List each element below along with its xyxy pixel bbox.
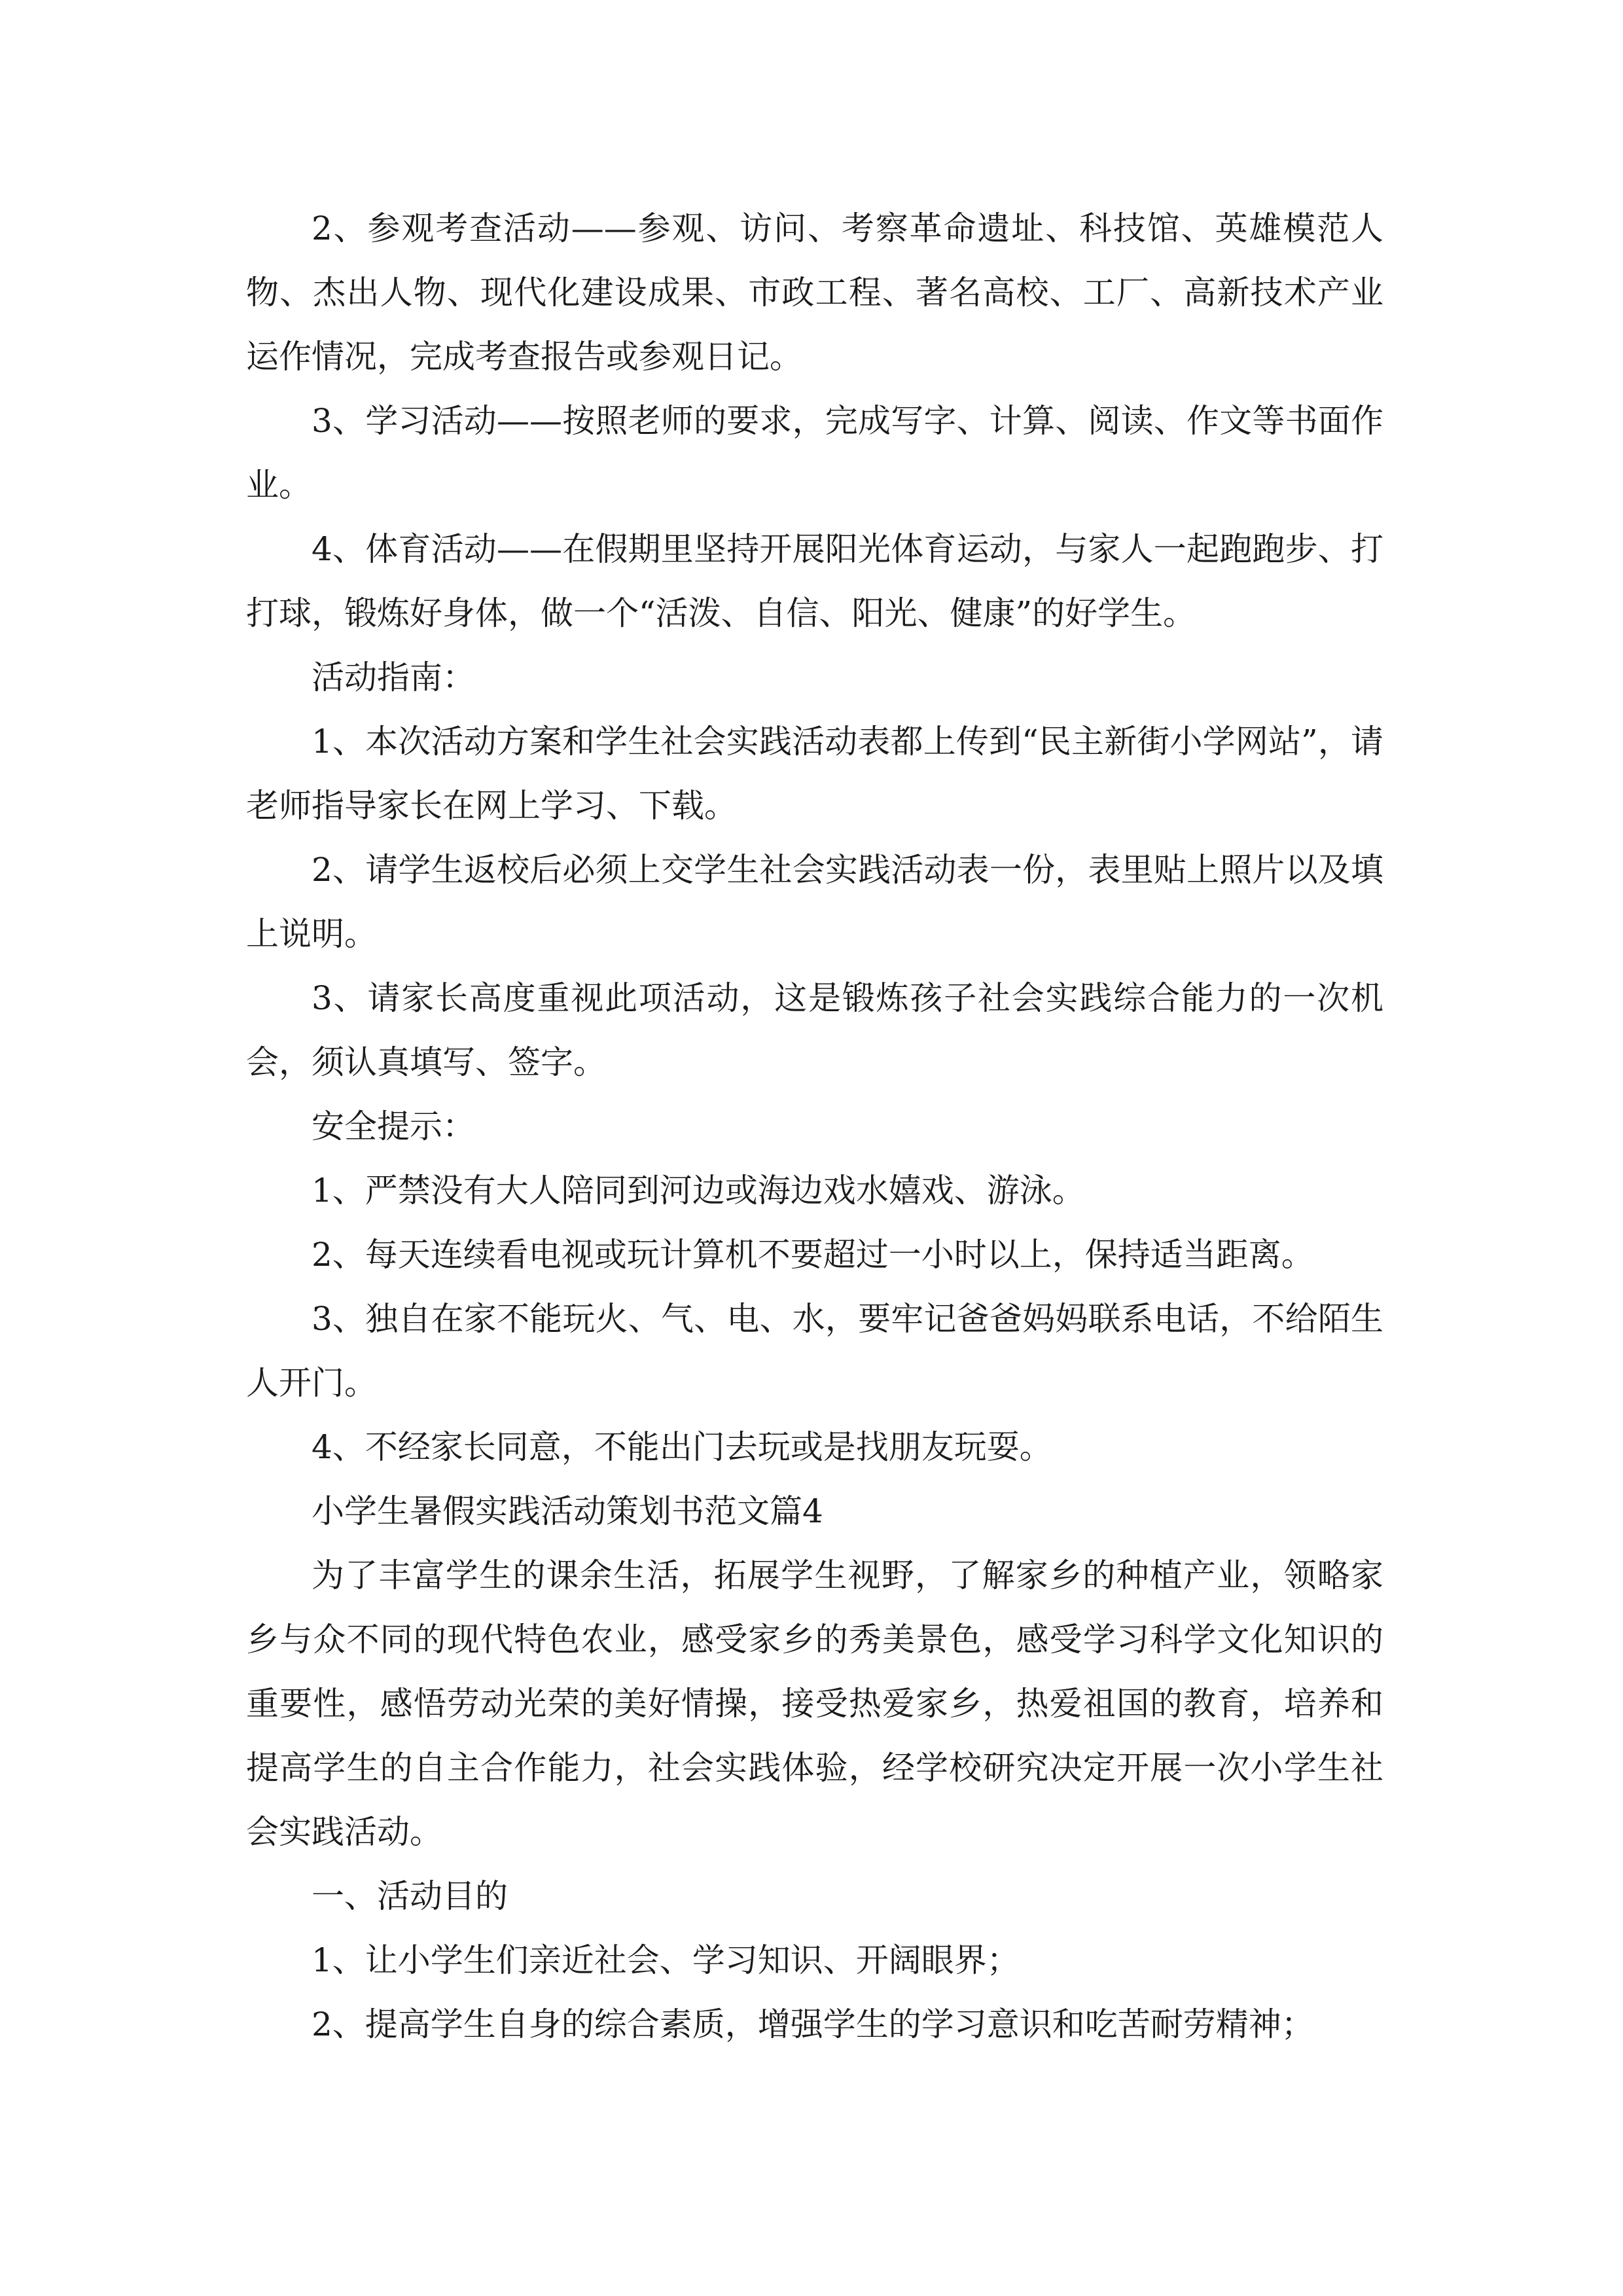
paragraph-guide-3: 3、请家长高度重视此项活动，这是锻炼孩子社会实践综合能力的一次机会，须认真填写、签字。 (246, 979, 1383, 1081)
paragraph-guide-2: 2、请学生返校后必须上交学生社会实践活动表一份，表里贴上照片以及填上说明。 (246, 851, 1383, 953)
paragraph-safety-4: 4、不经家长同意，不能出门去玩或是找朋友玩耍。 (312, 1428, 1052, 1466)
paragraph-purpose-2: 2、提高学生自身的综合素质，增强学生的学习意识和吃苦耐劳精神； (312, 2005, 1314, 2043)
paragraph-intro: 为了丰富学生的课余生活，拓展学生视野，了解家乡的种植产业，领略家乡与众不同的现代特色农业，感受家乡的秀美景色，感受学习科学文化知识的重要性，感悟劳动光荣的美好情操，接受热爱家乡，热爱祖国的教育，培养和提高学生的自主合作能力，社会实践体验，经学校研究决定开展一次小学生社会实践活动。 (246, 1556, 1383, 1851)
heading-safety-tips: 安全提示： (312, 1107, 475, 1145)
paragraph-purpose-1: 1、让小学生们亲近社会、学习知识、开阔眼界； (312, 1941, 1020, 1979)
section-title-article-4: 小学生暑假实践活动策划书范文篇4 (312, 1492, 823, 1530)
paragraph-guide-1: 1、本次活动方案和学生社会实践活动表都上传到“民主新街小学网站”，请老师指导家长在网上学习、下载。 (246, 723, 1383, 825)
paragraph-safety-1: 1、严禁没有大人陪同到河边或海边戏水嬉戏、游泳。 (312, 1172, 1085, 1210)
paragraph-study-activity: 3、学习活动——按照老师的要求，完成写字、计算、阅读、作文等书面作业。 (246, 402, 1383, 504)
paragraph-safety-3: 3、独自在家不能玩火、气、电、水，要牢记爸爸妈妈联系电话，不给陌生人开门。 (246, 1300, 1383, 1402)
heading-activity-purpose: 一、活动目的 (312, 1877, 508, 1915)
paragraph-sports-activity: 4、体育活动——在假期里坚持开展阳光体育运动，与家人一起跑跑步、打打球，锻炼好身体，做一个“活泼、自信、阳光、健康”的好学生。 (246, 530, 1383, 632)
document-page (246, 196, 1383, 2056)
paragraph-safety-2: 2、每天连续看电视或玩计算机不要超过一小时以上，保持适当距离。 (312, 1236, 1314, 1274)
heading-activity-guide: 活动指南： (312, 658, 475, 696)
paragraph-visit-activity: 2、参观考查活动——参观、访问、考察革命遗址、科技馆、英雄模范人物、杰出人物、现代化建设成果、市政工程、著名高校、工厂、高新技术产业运作情况，完成考查报告或参观日记。 (246, 209, 1383, 376)
